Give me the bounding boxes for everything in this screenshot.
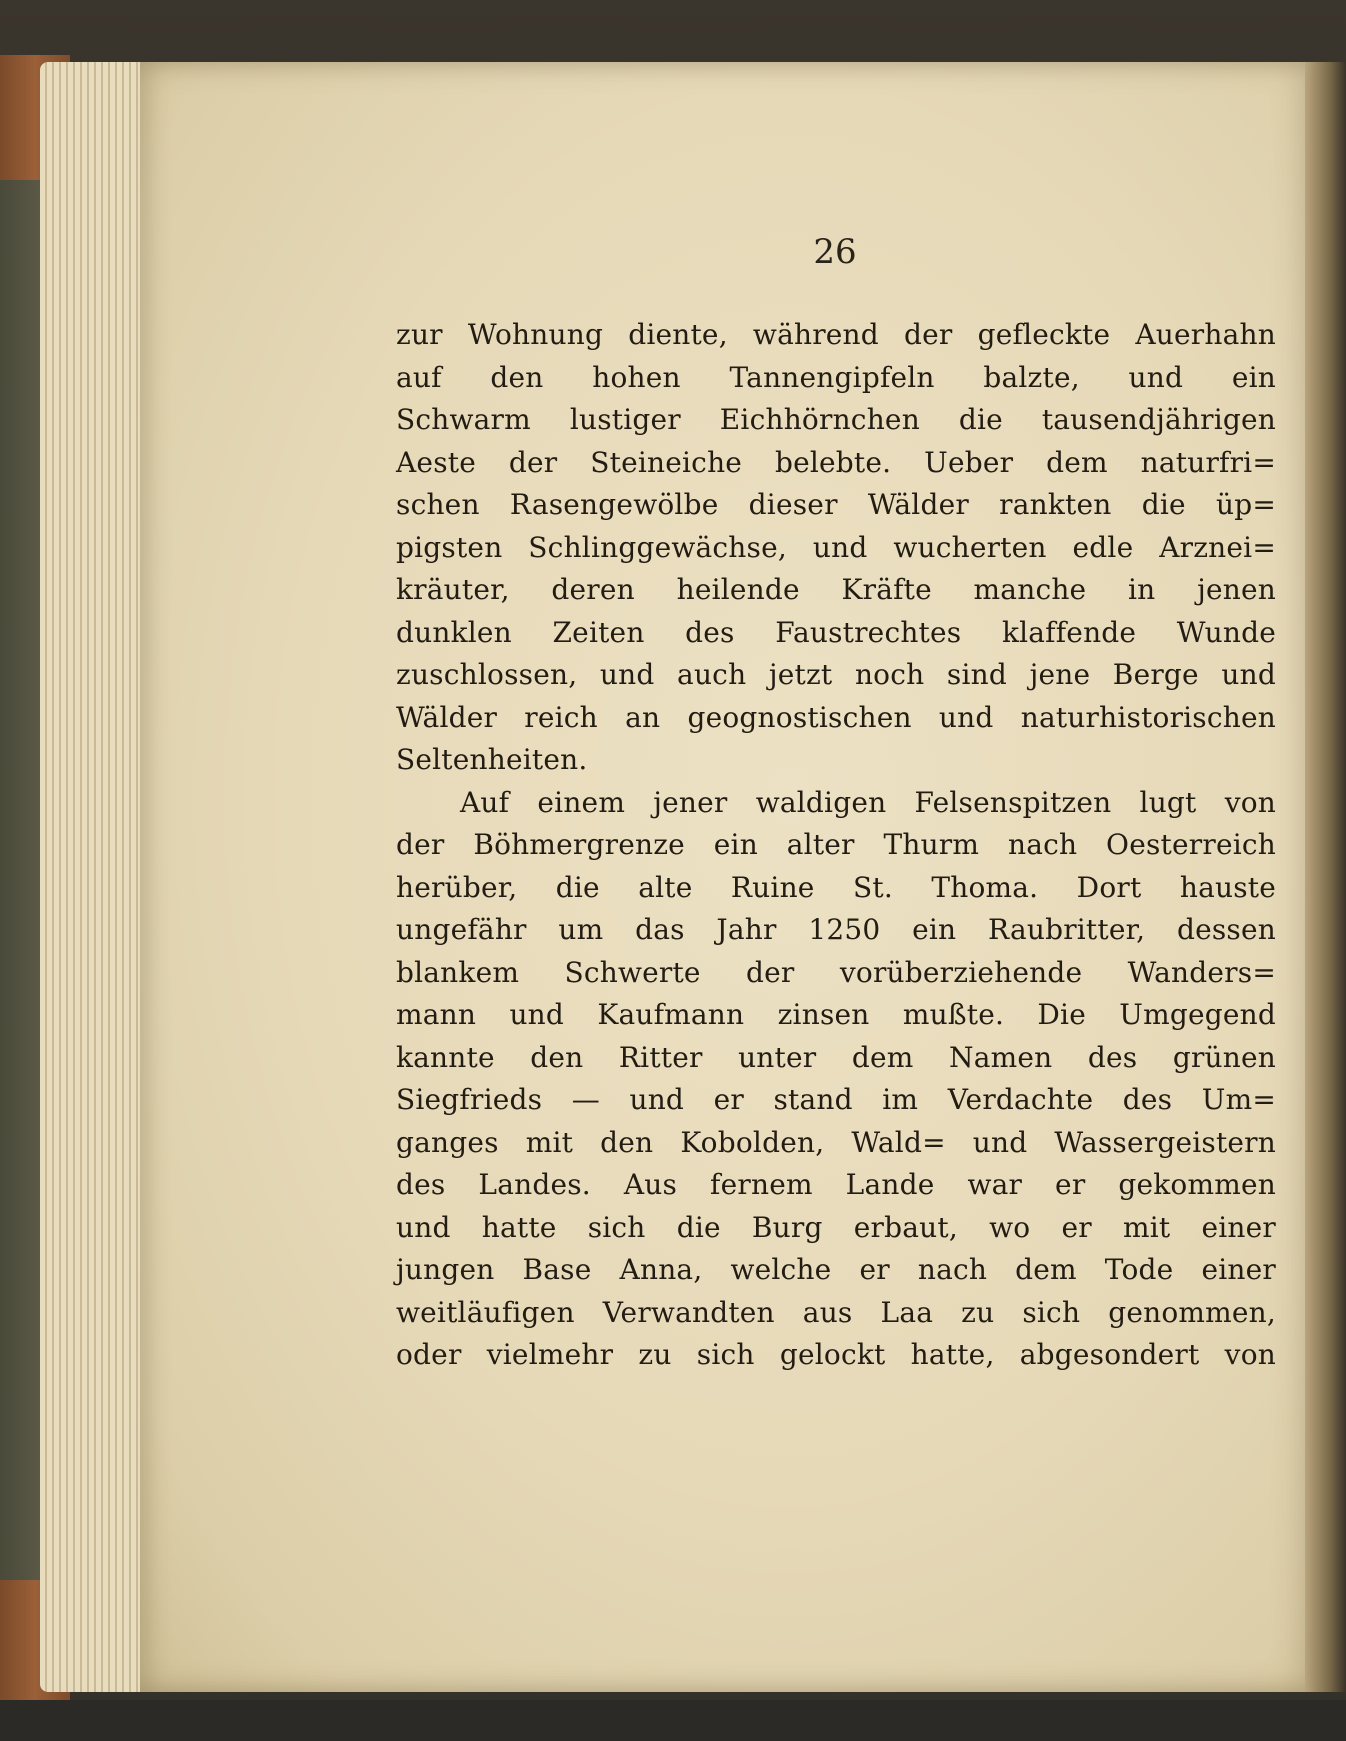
text-line: dunklen Zeiten des Faustrechtes klaffende Wunde: [396, 615, 1276, 649]
text-line: Auf einem jener waldigen Felsenspitzen lugt von: [460, 785, 1276, 819]
text-line: Wälder reich an geognostischen und naturhistorischen: [396, 700, 1276, 734]
text-line: Schwarm lustiger Eichhörnchen die tausendjährigen: [396, 403, 1276, 436]
page-number: 26: [813, 232, 857, 272]
cover-cloth-strip: [0, 180, 40, 1580]
body-text: [396, 314, 1276, 1377]
text-line: zuschlossen, und auch jetzt noch sind jene Berge und: [396, 658, 1276, 691]
text-line: blankem Schwerte der vorüberziehende Wanders=: [396, 955, 1276, 989]
text-line: des Landes. Aus fernem Lande war er gekommen: [396, 1168, 1276, 1201]
text-line: Aeste der Steineiche belebte. Ueber dem naturfri=: [396, 445, 1276, 479]
text-line: und hatte sich die Burg erbaut, wo er mit einer: [396, 1210, 1276, 1244]
text-line: ganges mit den Kobolden, Wald= und Wassergeistern: [396, 1125, 1276, 1159]
text-line: Seltenheiten.: [396, 743, 588, 776]
text-line: auf den hohen Tannengipfeln balzte, und ein: [396, 360, 1276, 394]
text-line: oder vielmehr zu sich gelockt hatte, abgesondert von: [396, 1338, 1276, 1371]
text-line: ungefähr um das Jahr 1250 ein Raubritter, dessen: [396, 913, 1276, 946]
text-line: Siegfrieds — und er stand im Verdachte des Um=: [396, 1083, 1276, 1116]
text-line: mann und Kaufmann zinsen mußte. Die Umgegend: [396, 998, 1276, 1031]
text-line: herüber, die alte Ruine St. Thoma. Dort hauste: [396, 870, 1276, 904]
cover-bottom-edge: [0, 1700, 1346, 1741]
text-line: pigsten Schlinggewächse, und wucherten edle Arznei=: [396, 530, 1276, 564]
text-line: kräuter, deren heilende Kräfte manche in jenen: [396, 573, 1276, 606]
text-line: kannte den Ritter unter dem Namen des grünen: [396, 1040, 1276, 1074]
text-line: weitläufigen Verwandten aus Laa zu sich genommen,: [396, 1295, 1276, 1329]
text-line: jungen Base Anna, welche er nach dem Tode einer: [396, 1253, 1276, 1286]
text-line: zur Wohnung diente, während der gefleckte Auerhahn: [396, 318, 1276, 351]
page-gutter: [1305, 62, 1346, 1692]
text-line: der Böhmergrenze ein alter Thurm nach Oesterreich: [396, 828, 1276, 861]
text-line: schen Rasengewölbe dieser Wälder rankten die üp=: [396, 488, 1276, 521]
